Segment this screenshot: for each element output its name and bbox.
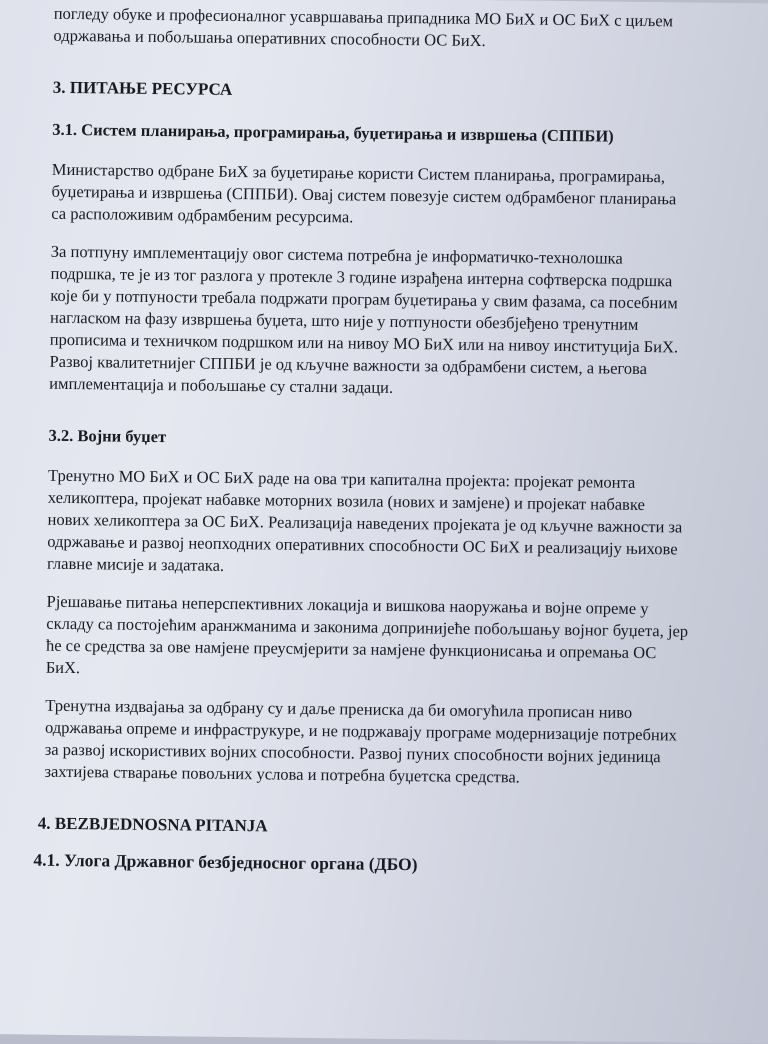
text-line: нових хеликоптера за ОС БиХ. Реализација наведених пројеката је од кључне важности за xyxy=(47,509,683,537)
text-line: Тренутна издвајања за одбрану су и даље пренискa да би омогућила прописан ниво xyxy=(45,695,633,722)
text-line: које би у потпуности требала подржати програм буџетирања у свим фазама, са посебним xyxy=(50,285,678,313)
section-3-heading: 3. ПИТАЊЕ РЕСУРСА xyxy=(52,77,233,99)
text-line: БиХ. xyxy=(45,657,81,678)
text-line: складу са постојећим аранжманима и законима допринијеће побољшању војног буџета, јер xyxy=(46,613,689,641)
text-line: одржавање и развој неопходних оперативних способности ОС БиХ и реализацију њихове xyxy=(47,531,678,559)
text-line: за развој искористивих војних способности. Развој пуних способности војних јединица xyxy=(44,739,661,767)
section-3-1-heading: 3.1. Систем планирања, програмирања, буџетирања и извршења (СППБИ) xyxy=(52,119,614,146)
text-line: са расположивим одбрамбеним ресурсима. xyxy=(51,203,354,227)
text-line: хеликоптера, пројекат набавке моторних возила (нових и замјене) и пројекат набавке xyxy=(47,487,645,515)
text-line: За потпуну имплементацију овог система потребна је информатичко-технолошка xyxy=(50,241,623,268)
text-line: подршка, те је из тог разлога у протекле 3 године израђена интерна софтверска подршка xyxy=(50,263,673,291)
section-3-2-heading: 3.2. Војни буџет xyxy=(48,425,167,447)
text-line: Рјешавање питања неперспективних локација и вишкова наоружања и војне опреме у xyxy=(46,591,649,619)
section-3-2-paragraph-1 xyxy=(47,465,768,584)
text-line: нагласком на фазу извршења буџета, што није у потпуности обезбјеђено тренутним xyxy=(49,307,639,334)
section-4-heading: 4. BEZBJEDNOSNA PITANJA xyxy=(37,813,268,836)
text-line: Развој квалитетнијег СППБИ је од кључне важности за одбрамбени систем, а његова xyxy=(49,351,648,379)
intro-paragraph xyxy=(53,3,768,56)
text-line: главне мисије и задатака. xyxy=(46,553,225,575)
section-3-2-paragraph-2 xyxy=(46,591,767,688)
text-line: одржавања опреме и инфраструкуре, и не подржавају програме модернизације потребних xyxy=(44,717,677,745)
text-line: имплементација и побољшање су стални задаци. xyxy=(49,373,394,397)
text-line: погледу обуке и професионалног усавршавања припадника МО БиХ и ОС БиХ с циљем xyxy=(53,3,674,31)
section-3-2-paragraph-3 xyxy=(44,695,765,792)
text-line: захтијева стварање повољних услова и потребна буџетска средства. xyxy=(44,761,520,787)
text-line: Министарство одбране БиХ за буџетирање користи Систем планирања, програмирања, xyxy=(51,159,666,187)
page-content xyxy=(33,3,768,880)
text-line: прописима и техничком подршком или на нивоу МО БиХ или на нивоу институција БиХ. xyxy=(49,329,679,357)
text-line: буџетирања и извршења (СППБИ). Овај систем повезује систем одбрамбеног планирања xyxy=(51,181,677,209)
text-line: Тренутно МО БиХ и ОС БиХ раде на ова три капитална пројекта: пројекат ремонта xyxy=(48,465,636,492)
text-line: ће се средства за ове намјене преусмјерити за намјене функционисања и опремања ОС xyxy=(45,635,657,663)
section-4-1-heading: 4.1. Улога Државног безбједносног органа (ДБО) xyxy=(33,849,418,875)
section-3-1-paragraph-2 xyxy=(49,241,768,404)
section-3-1-paragraph-1 xyxy=(51,159,768,234)
text-line: одржавања и побољшања оперативних способности ОС БиХ. xyxy=(53,25,486,51)
